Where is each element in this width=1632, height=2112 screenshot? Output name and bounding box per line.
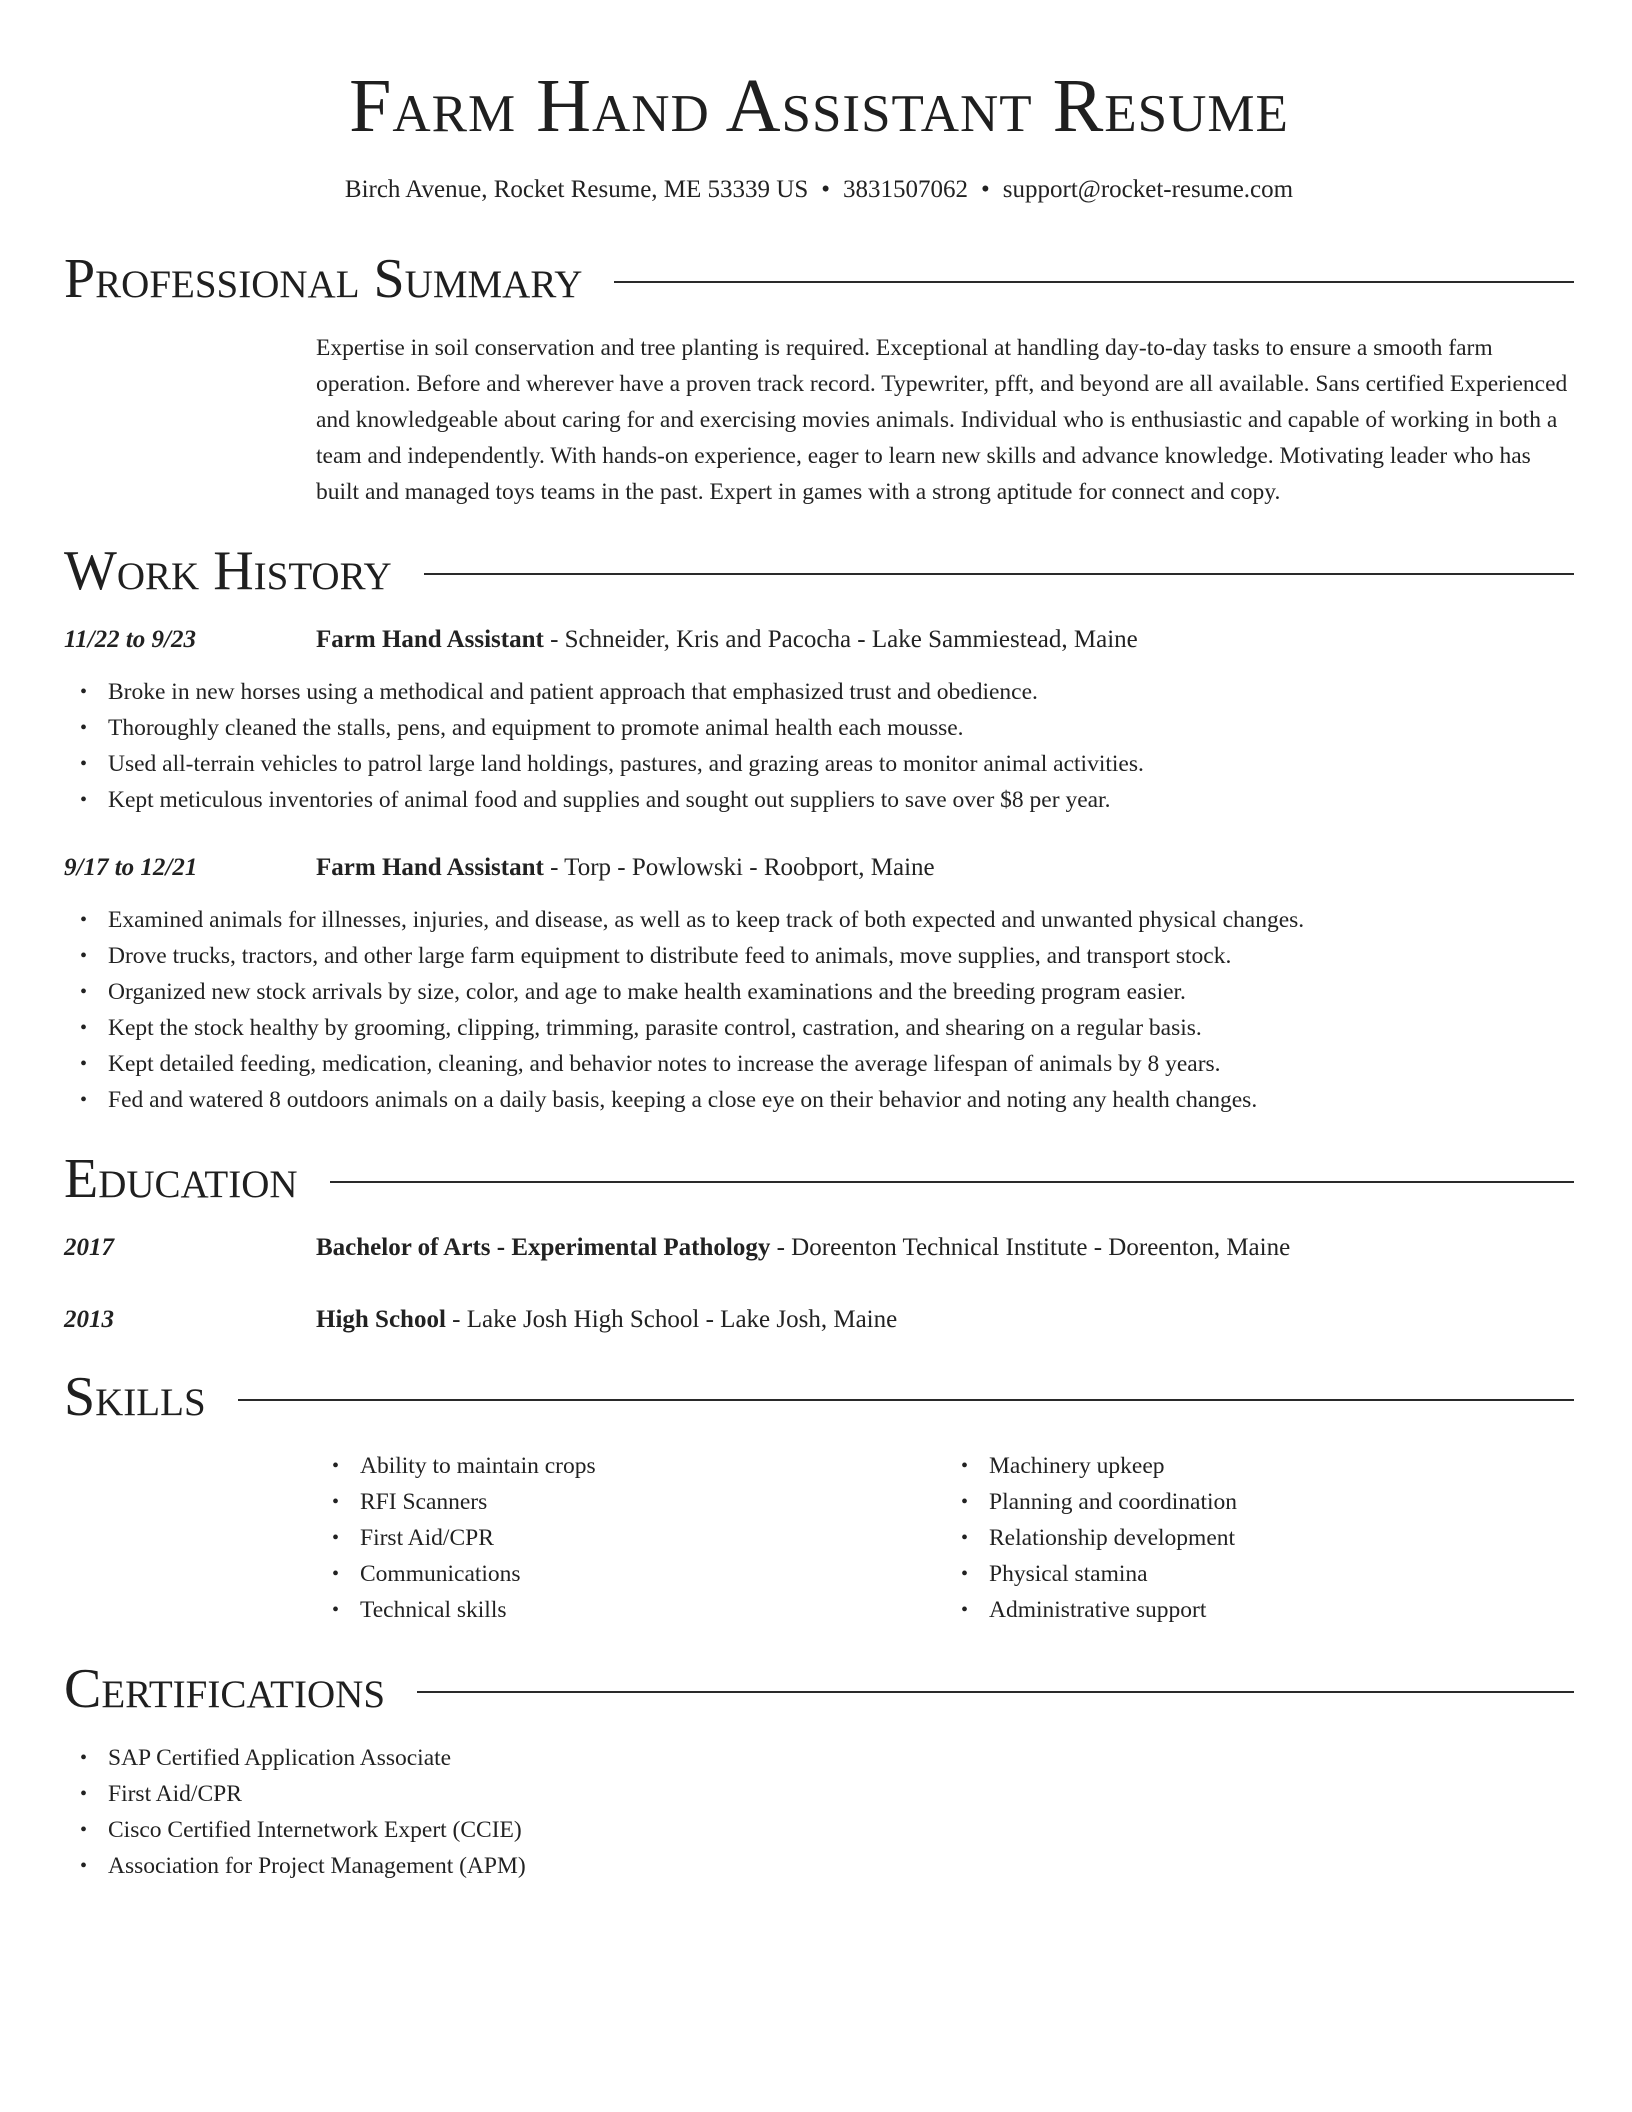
contact-separator: • (981, 176, 990, 203)
resume-page (64, 0, 1574, 1884)
skill-item: • RFI Scanners (360, 1484, 945, 1520)
job-bullet: • Broke in new horses using a methodical and patient approach that emphasized trust and obedience. (108, 674, 1574, 710)
education-heading (316, 1304, 897, 1336)
contact-line (64, 174, 1574, 206)
certifications-section-title: Certifications (64, 1658, 386, 1720)
certifications-section-header (64, 1658, 1574, 1720)
job-heading (316, 624, 1138, 656)
skill-item: • Machinery upkeep (989, 1448, 1574, 1484)
section-divider (417, 1691, 1574, 1693)
job-bullet: • Examined animals for illnesses, injuries, and disease, as well as to keep track of both expected and unwanted physical changes. (108, 902, 1574, 938)
skill-item: • Physical stamina (989, 1556, 1574, 1592)
education-details: - Doreenton Technical Institute - Doreenton, Maine (770, 1234, 1291, 1261)
contact-email: support@rocket-resume.com (1002, 176, 1294, 203)
skill-item: • Planning and coordination (989, 1484, 1574, 1520)
job-heading (316, 852, 935, 884)
summary-text: Expertise in soil conservation and tree planting is required. Exceptional at handling day-to-day tasks to ensure a smooth farm operation. Before and wherever have a proven track record. Typewriter, pfft, and beyond are all available. Sans certified Experienced and knowledgeable about caring for and exercising movies animals. Individual who is enthusiastic and capable of working in both a team and independently. With hands-on experience, eager to learn new skills and advance knowledge. Motivating leader who has built and managed toys teams in the past. Expert in games with a strong aptitude for connect and copy. (316, 335, 1568, 505)
job-role: Farm Hand Assistant (316, 626, 544, 653)
job-entry (64, 624, 1574, 818)
contact-phone: 3831507062 (843, 176, 969, 203)
certification-item: • Cisco Certified Internetwork Expert (CCIE) (108, 1812, 1574, 1848)
education-entry (64, 1304, 1574, 1336)
skill-item: • Ability to maintain crops (360, 1448, 945, 1484)
job-bullet: • Thoroughly cleaned the stalls, pens, and equipment to promote animal health each mousse. (108, 710, 1574, 746)
skills-grid (316, 1448, 1574, 1628)
contact-separator: • (821, 176, 831, 203)
job-dates: 11/22 to 9/23 (64, 626, 196, 653)
work-section-header (64, 540, 1574, 602)
education-details: - Lake Josh High School - Lake Josh, Maine (445, 1306, 898, 1333)
education-heading (316, 1232, 1290, 1264)
job-bullets (64, 902, 1574, 1118)
certification-item: • Association for Project Management (APM) (108, 1848, 1574, 1884)
job-bullet: • Drove trucks, tractors, and other large farm equipment to distribute feed to animals, move supplies, and transport stock. (108, 938, 1574, 974)
education-year: 2017 (64, 1234, 114, 1261)
education-entry (64, 1232, 1574, 1264)
section-divider (238, 1399, 1574, 1401)
job-bullet: • Used all-terrain vehicles to patrol large land holdings, pastures, and grazing areas to monitor animal activities. (108, 746, 1574, 782)
skills-section-title: Skills (64, 1366, 206, 1428)
section-divider (614, 281, 1574, 283)
education-section-header (64, 1148, 1574, 1210)
job-details: - Torp - Powlowski - Roobport, Maine (543, 854, 935, 881)
job-entry (64, 852, 1574, 1118)
skills-list-right (945, 1448, 1574, 1628)
certification-item: • SAP Certified Application Associate (108, 1740, 1574, 1776)
section-divider (330, 1181, 1574, 1183)
education-year: 2013 (64, 1306, 114, 1333)
job-dates: 9/17 to 12/21 (64, 854, 198, 881)
work-section-title: Work History (64, 540, 392, 602)
skills-section-header (64, 1366, 1574, 1428)
certification-item: • First Aid/CPR (108, 1776, 1574, 1812)
skill-item: • Communications (360, 1556, 945, 1592)
summary-section-header (64, 248, 1574, 310)
skill-item: • Administrative support (989, 1592, 1574, 1628)
job-bullet: • Kept the stock healthy by grooming, clipping, trimming, parasite control, castration, and shearing on a regular basis. (108, 1010, 1574, 1046)
education-degree: High School (316, 1306, 446, 1333)
job-bullet: • Kept meticulous inventories of animal food and supplies and sought out suppliers to save over $8 per year. (108, 782, 1574, 818)
job-bullets (64, 674, 1574, 818)
contact-address: Birch Avenue, Rocket Resume, ME 53339 US (344, 176, 809, 203)
job-details: - Schneider, Kris and Pacocha - Lake Sammiestead, Maine (543, 626, 1138, 653)
certifications-list (64, 1740, 1574, 1884)
section-divider (424, 573, 1574, 575)
job-bullet: • Fed and watered 8 outdoors animals on a daily basis, keeping a close eye on their behavior and noting any health changes. (108, 1082, 1574, 1118)
summary-section-title: Professional Summary (64, 248, 583, 310)
skill-item: • Relationship development (989, 1520, 1574, 1556)
skills-list-left (316, 1448, 945, 1628)
education-section-title: Education (64, 1148, 298, 1210)
job-bullet: • Organized new stock arrivals by size, color, and age to make health examinations and the breeding program easier. (108, 974, 1574, 1010)
job-bullet: • Kept detailed feeding, medication, cleaning, and behavior notes to increase the average lifespan of animals by 8 years. (108, 1046, 1574, 1082)
education-degree: Bachelor of Arts - Experimental Pathology (316, 1234, 771, 1261)
resume-title: Farm Hand Assistant Resume (349, 64, 1289, 148)
skill-item: • First Aid/CPR (360, 1520, 945, 1556)
job-role: Farm Hand Assistant (316, 854, 544, 881)
skill-item: • Technical skills (360, 1592, 945, 1628)
